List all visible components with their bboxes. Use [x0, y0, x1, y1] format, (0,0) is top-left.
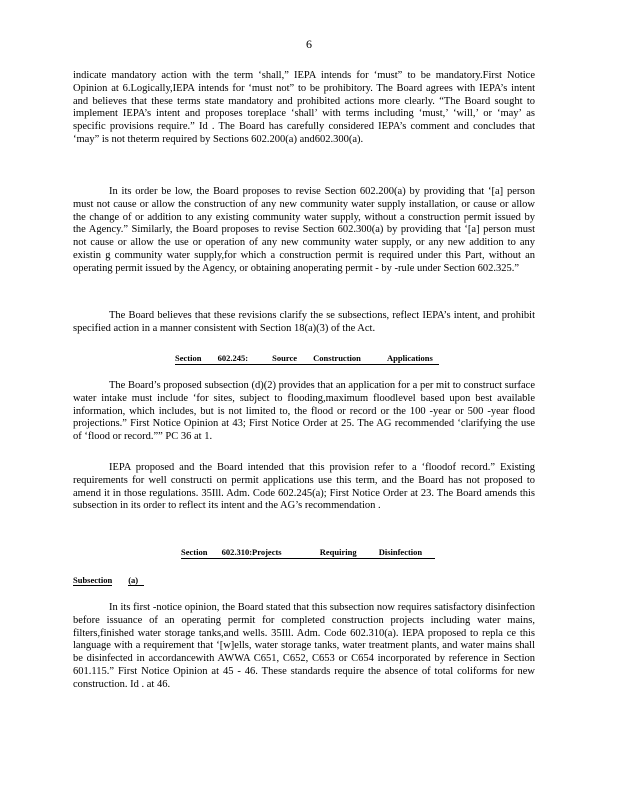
paragraph-3 — [73, 310, 535, 336]
heading-section-word: Section — [181, 547, 208, 557]
paragraph-2-text: In its order be low, the Board proposes to revise Section 602.200(a) by providing that ‘[a] person must not cause or allow the construction of any new community water supply installation, or cause or allow the change of or addition to any existing community water supply, without a construction permit issued by the Agency.” Similarly, the Board proposes to revise Section 602.300(a) by providing that ‘[a] person must not cause or allow the use or operation of any new community water supply, or any new addition to any existin g community water supply,for which a construction permit is required under this Part, without an operating permit issued by the Agency, or obtaining anoperating permit - by -rule under Section 602.325.” — [73, 186, 535, 274]
heading-word-construction: Construction — [313, 353, 361, 363]
paragraph-1-text: indicate mandatory action with the term ‘shall,” IEPA intends for ‘must” to be mandatory.First Notice Opinion at 6.Logically,IEPA intends for ‘must not” to be prohibitory. The Board agrees with IEPA’s intent and believes that these terms state mandatory and prohibited actions more clearly. “The Board sought to implement IEPA’s intent and proposes toreplace ‘shall’ with terms including ‘must,’ ‘will,’ or ‘may’ as specific provisions require.” Id . The Board has carefully considered IEPA’s comment and concludes that ‘may” is not theterm required by Sections 602.200(a) and602.300(a). — [73, 70, 535, 145]
subsection-label: Subsection — [73, 575, 113, 585]
heading-section-number: 602.310:Projects — [221, 547, 282, 557]
paragraph-6-text: In its first -notice opinion, the Board stated that this subsection now requires satisfactory disinfection before issuance of an operating permit for completed construction projects including water mains, filters,finished water storage tanks,and wells. 35Ill. Adm. Code 602.310(a). IEPA proposed to repla ce this language with a requirement that ‘[w]ells, water storage tanks, water treatment plants, and water mains shall be disinfected in accordancewith AWWA C651, C652, C653 or C654 incorporated by reference in Section 601.115.” First Notice Opinion at 45 - 46. These standards require the absence of total coliforms for new construction. Id . at 46. — [73, 602, 535, 690]
paragraph-6 — [73, 602, 535, 692]
heading-word-applications: Applications — [387, 353, 433, 363]
paragraph-1 — [73, 70, 535, 147]
paragraph-4 — [73, 380, 535, 444]
heading-word-disinfection: Disinfection — [378, 547, 423, 557]
paragraph-4-text: The Board’s proposed subsection (d)(2) provides that an application for a per mit to construct surface water intake must include ‘for sites, subject to flooding,maximum floodlevel based upon best available information, which includes, but is not limited to, the flood or record or the 100 -year or 500 -year flood projections.” First Notice Opinion at 43; First Notice Order at 25. The AG recommended ‘clarifying the use of ‘flood or record.”” PC 36 at 1. — [73, 380, 535, 443]
section-heading-602-310 — [181, 546, 435, 559]
paragraph-2 — [73, 186, 535, 276]
subsection-value: (a) — [128, 575, 144, 586]
heading-word-source: Source — [272, 353, 298, 363]
page-number: 6 — [306, 37, 312, 51]
paragraph-5-text: IEPA proposed and the Board intended that this provision refer to a ‘floodof record.” Existing requirements for well constructi on permit applications use this term, and the Board has not proposed to amend it in those regulations. 35Ill. Adm. Code 602.245(a); First Notice Order at 23. The Board amends this subsection in its order to reflect its intent and the AG’s recommendation . — [73, 462, 535, 512]
paragraph-5 — [73, 462, 535, 513]
heading-word-requiring: Requiring — [319, 547, 357, 557]
paragraph-3-text: The Board believes that these revisions clarify the se subsections, reflect IEPA’s intent, and prohibit specified action in a manner consistent with Section 18(a)(3) of the Act. — [73, 310, 535, 334]
heading-section-number: 602.245: — [217, 353, 249, 363]
subsection-heading — [73, 575, 144, 585]
heading-section-word: Section — [175, 353, 202, 363]
section-heading-602-245 — [175, 352, 439, 365]
